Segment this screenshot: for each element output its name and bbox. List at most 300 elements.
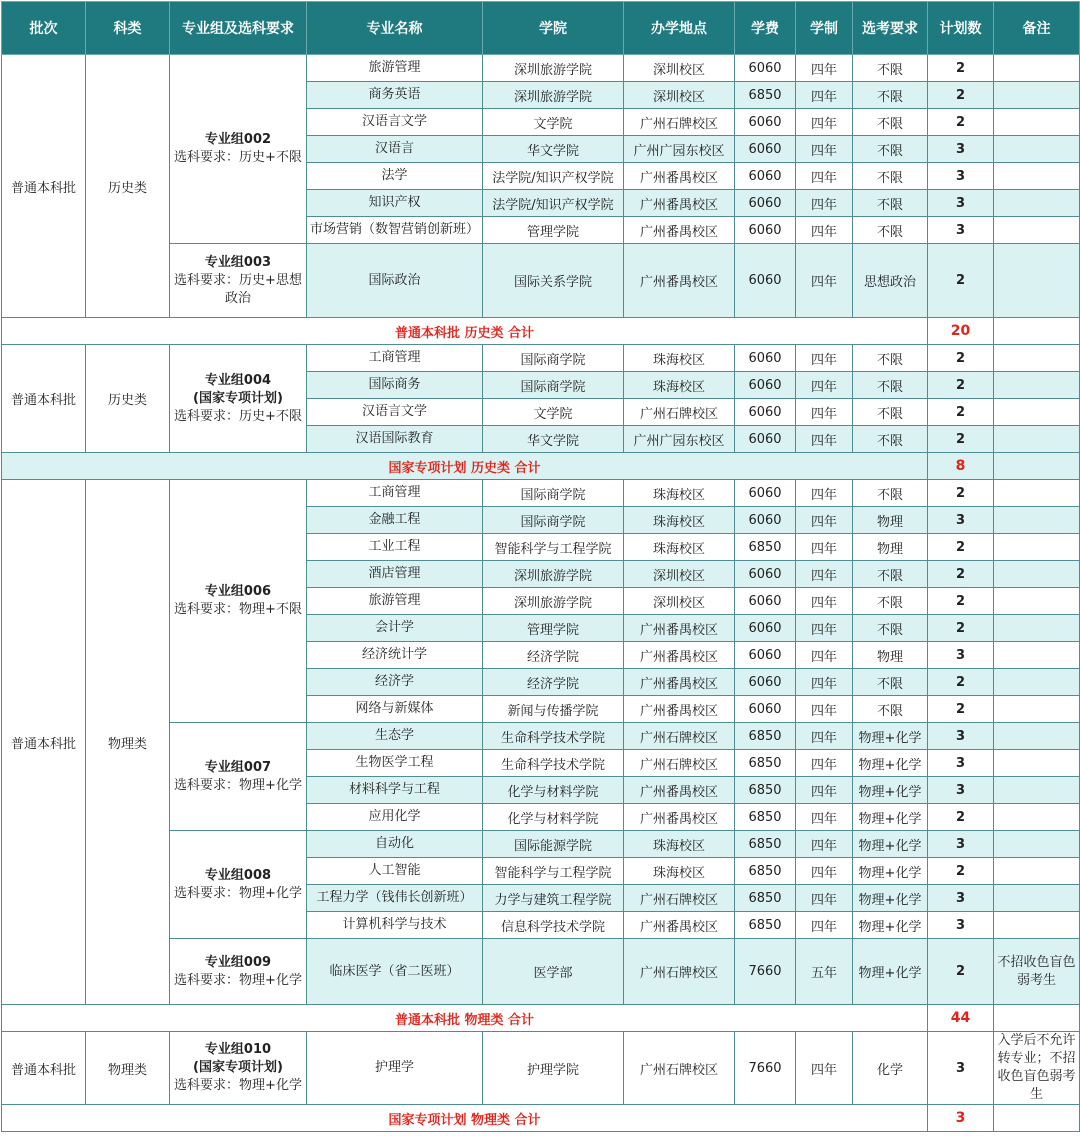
years-cell: 四年 [796,426,853,453]
major-cell: 会计学 [307,615,483,642]
header-category: 科类 [86,2,170,55]
major-cell: 商务英语 [307,82,483,109]
fee-cell: 6060 [735,399,796,426]
college-cell: 华文学院 [483,426,624,453]
campus-cell: 珠海校区 [624,831,735,858]
table-row [2,480,1080,507]
plan-cell: 2 [928,372,994,399]
fee-cell: 6850 [735,804,796,831]
note-cell: 入学后不允许转专业；不招收色盲色弱考生 [994,1032,1080,1105]
plan-cell: 2 [928,55,994,82]
summary-label: 普通本科批 物理类 合计 [2,1005,928,1032]
college-cell: 医学部 [483,939,624,1005]
group-name: 专业组010 [204,1042,272,1057]
summary-total: 20 [928,318,994,345]
subject-cell: 不限 [853,163,928,190]
major-cell: 国际政治 [307,244,483,318]
subject-cell: 不限 [853,480,928,507]
subject-cell: 不限 [853,82,928,109]
note-cell [994,804,1080,831]
major-cell: 护理学 [307,1032,483,1105]
college-cell: 化学与材料学院 [483,777,624,804]
plan-cell: 3 [928,723,994,750]
campus-cell: 广州石牌校区 [624,750,735,777]
plan-cell: 2 [928,399,994,426]
subject-cell: 不限 [853,372,928,399]
note-cell [994,912,1080,939]
major-cell: 网络与新媒体 [307,696,483,723]
group-name: 专业组009 [204,954,272,970]
note-cell [994,345,1080,372]
plan-cell: 2 [928,939,994,1005]
major-cell: 计算机科学与技术 [307,912,483,939]
subject-cell: 思想政治 [853,244,928,318]
note-cell [994,858,1080,885]
years-cell: 四年 [796,561,853,588]
group-requirement: 选科要求：历史+不限 [174,150,302,165]
category-cell: 历史类 [86,55,170,318]
category-cell: 历史类 [86,345,170,453]
table-row [2,345,1080,372]
fee-cell: 6060 [735,190,796,217]
group-name: 专业组004 [204,372,272,388]
years-cell: 四年 [796,696,853,723]
note-cell [994,82,1080,109]
subject-cell: 物理+化学 [853,939,928,1005]
batch-cell: 普通本科批 [2,480,86,1005]
major-cell: 临床医学（省二医班） [307,939,483,1005]
years-cell: 四年 [796,399,853,426]
college-cell: 护理学院 [483,1032,624,1105]
fee-cell: 6060 [735,615,796,642]
campus-cell: 广州番禺校区 [624,804,735,831]
plan-cell: 2 [928,615,994,642]
summary-label: 普通本科批 历史类 合计 [2,318,928,345]
summary-note-cell [994,1005,1080,1032]
campus-cell: 广州番禺校区 [624,696,735,723]
plan-cell: 3 [928,163,994,190]
major-cell: 经济学 [307,669,483,696]
note-cell [994,163,1080,190]
subject-cell: 不限 [853,55,928,82]
college-cell: 文学院 [483,109,624,136]
note-cell [994,615,1080,642]
note-cell [994,534,1080,561]
group-sub: (国家专项计划) [193,390,283,406]
subject-cell: 物理+化学 [853,777,928,804]
plan-cell: 2 [928,480,994,507]
fee-cell: 6060 [735,426,796,453]
fee-cell: 6850 [735,777,796,804]
plan-cell: 2 [928,696,994,723]
campus-cell: 广州番禺校区 [624,190,735,217]
major-cell: 工商管理 [307,480,483,507]
years-cell: 四年 [796,163,853,190]
fee-cell: 6850 [735,750,796,777]
major-cell: 汉语国际教育 [307,426,483,453]
major-cell: 旅游管理 [307,588,483,615]
header-plan: 计划数 [928,2,994,55]
years-cell: 四年 [796,244,853,318]
college-cell: 经济学院 [483,669,624,696]
summary-row [2,1105,1080,1132]
group-sub: (国家专项计划) [193,1060,283,1075]
batch-cell: 普通本科批 [2,55,86,318]
subject-cell: 不限 [853,669,928,696]
years-cell: 四年 [796,750,853,777]
subject-cell: 不限 [853,426,928,453]
group-cell [170,831,307,939]
years-cell: 四年 [796,723,853,750]
major-cell: 金融工程 [307,507,483,534]
campus-cell: 广州番禺校区 [624,777,735,804]
header-major: 专业名称 [307,2,483,55]
note-cell [994,723,1080,750]
major-cell: 材料科学与工程 [307,777,483,804]
subject-cell: 不限 [853,217,928,244]
college-cell: 化学与材料学院 [483,804,624,831]
subject-cell: 不限 [853,399,928,426]
group-name: 专业组007 [204,759,272,775]
years-cell: 四年 [796,615,853,642]
subject-cell: 不限 [853,561,928,588]
years-cell: 四年 [796,136,853,163]
group-cell [170,1032,307,1105]
plan-cell: 2 [928,588,994,615]
header-subject: 选考要求 [853,2,928,55]
major-cell: 经济统计学 [307,642,483,669]
college-cell: 国际商学院 [483,480,624,507]
years-cell: 四年 [796,831,853,858]
years-cell: 四年 [796,480,853,507]
group-name: 专业组003 [204,254,272,270]
subject-cell: 不限 [853,136,928,163]
group-requirement: 选科要求：物理+化学 [174,885,302,901]
fee-cell: 6060 [735,109,796,136]
years-cell: 四年 [796,534,853,561]
note-cell [994,190,1080,217]
group-name: 专业组008 [204,867,272,883]
fee-cell: 6850 [735,534,796,561]
major-cell: 汉语言文学 [307,109,483,136]
plan-cell: 3 [928,217,994,244]
fee-cell: 6060 [735,136,796,163]
subject-cell: 物理+化学 [853,858,928,885]
college-cell: 生命科学技术学院 [483,723,624,750]
plan-cell: 3 [928,885,994,912]
college-cell: 法学院/知识产权学院 [483,190,624,217]
plan-cell: 3 [928,831,994,858]
plan-cell: 3 [928,750,994,777]
college-cell: 国际商学院 [483,345,624,372]
fee-cell: 6060 [735,561,796,588]
table-body [2,55,1080,1132]
fee-cell: 6060 [735,696,796,723]
note-cell: 不招收色盲色弱考生 [994,939,1080,1005]
plan-cell: 3 [928,190,994,217]
note-cell [994,426,1080,453]
major-cell: 酒店管理 [307,561,483,588]
fee-cell: 6060 [735,642,796,669]
campus-cell: 广州石牌校区 [624,1032,735,1105]
major-cell: 生态学 [307,723,483,750]
campus-cell: 珠海校区 [624,480,735,507]
group-cell [170,939,307,1005]
campus-cell: 广州石牌校区 [624,939,735,1005]
campus-cell: 广州石牌校区 [624,399,735,426]
campus-cell: 广州番禺校区 [624,669,735,696]
college-cell: 国际关系学院 [483,244,624,318]
major-cell: 生物医学工程 [307,750,483,777]
campus-cell: 广州石牌校区 [624,885,735,912]
header-group: 专业组及选科要求 [170,2,307,55]
college-cell: 国际能源学院 [483,831,624,858]
note-cell [994,55,1080,82]
major-cell: 知识产权 [307,190,483,217]
years-cell: 四年 [796,912,853,939]
years-cell: 四年 [796,109,853,136]
plan-cell: 2 [928,426,994,453]
major-cell: 法学 [307,163,483,190]
college-cell: 管理学院 [483,615,624,642]
note-cell [994,372,1080,399]
fee-cell: 6060 [735,588,796,615]
years-cell: 四年 [796,858,853,885]
summary-note-cell [994,318,1080,345]
note-cell [994,588,1080,615]
summary-row [2,453,1080,480]
subject-cell: 物理+化学 [853,804,928,831]
college-cell: 力学与建筑工程学院 [483,885,624,912]
table-row [2,55,1080,82]
college-cell: 文学院 [483,399,624,426]
subject-cell: 物理+化学 [853,885,928,912]
plan-cell: 2 [928,345,994,372]
campus-cell: 广州番禺校区 [624,615,735,642]
summary-label: 国家专项计划 物理类 合计 [2,1105,928,1132]
header-fee: 学费 [735,2,796,55]
group-cell [170,345,307,453]
group-cell [170,244,307,318]
note-cell [994,136,1080,163]
college-cell: 深圳旅游学院 [483,55,624,82]
fee-cell: 6060 [735,217,796,244]
summary-total: 3 [928,1105,994,1132]
fee-cell: 6060 [735,244,796,318]
note-cell [994,244,1080,318]
note-cell [994,109,1080,136]
group-name: 专业组002 [204,132,272,147]
college-cell: 智能科学与工程学院 [483,534,624,561]
major-cell: 汉语言 [307,136,483,163]
major-cell: 工商管理 [307,345,483,372]
major-cell: 国际商务 [307,372,483,399]
note-cell [994,217,1080,244]
group-requirement: 选科要求：物理+化学 [174,972,302,988]
summary-total: 8 [928,453,994,480]
fee-cell: 6060 [735,669,796,696]
campus-cell: 珠海校区 [624,507,735,534]
campus-cell: 广州番禺校区 [624,244,735,318]
note-cell [994,399,1080,426]
college-cell: 国际商学院 [483,507,624,534]
summary-row [2,318,1080,345]
years-cell: 四年 [796,507,853,534]
note-cell [994,561,1080,588]
college-cell: 深圳旅游学院 [483,82,624,109]
campus-cell: 广州番禺校区 [624,163,735,190]
subject-cell: 物理 [853,642,928,669]
group-requirement: 选科要求：历史+思想政治 [174,272,302,306]
summary-row [2,1005,1080,1032]
header-campus: 办学地点 [624,2,735,55]
college-cell: 深圳旅游学院 [483,561,624,588]
category-cell: 物理类 [86,1032,170,1105]
major-cell: 汉语言文学 [307,399,483,426]
years-cell: 四年 [796,642,853,669]
years-cell: 四年 [796,588,853,615]
college-cell: 信息科学技术学院 [483,912,624,939]
college-cell: 智能科学与工程学院 [483,858,624,885]
plan-cell: 2 [928,561,994,588]
fee-cell: 6060 [735,372,796,399]
header-college: 学院 [483,2,624,55]
campus-cell: 广州石牌校区 [624,109,735,136]
fee-cell: 6060 [735,163,796,190]
note-cell [994,777,1080,804]
group-requirement: 选科要求：物理+化学 [174,1078,302,1093]
campus-cell: 广州广园东校区 [624,426,735,453]
years-cell: 四年 [796,372,853,399]
major-cell: 市场营销（数智营销创新班） [307,217,483,244]
college-cell: 经济学院 [483,642,624,669]
major-cell: 人工智能 [307,858,483,885]
subject-cell: 不限 [853,588,928,615]
plan-cell: 2 [928,804,994,831]
campus-cell: 深圳校区 [624,82,735,109]
years-cell: 四年 [796,669,853,696]
fee-cell: 6060 [735,480,796,507]
note-cell [994,750,1080,777]
note-cell [994,831,1080,858]
college-cell: 华文学院 [483,136,624,163]
campus-cell: 深圳校区 [624,561,735,588]
batch-cell: 普通本科批 [2,345,86,453]
subject-cell: 不限 [853,345,928,372]
college-cell: 国际商学院 [483,372,624,399]
group-cell [170,723,307,831]
fee-cell: 7660 [735,1032,796,1105]
note-cell [994,669,1080,696]
plan-cell: 3 [928,642,994,669]
subject-cell: 物理+化学 [853,831,928,858]
campus-cell: 广州番禺校区 [624,642,735,669]
years-cell: 四年 [796,82,853,109]
college-cell: 法学院/知识产权学院 [483,163,624,190]
fee-cell: 6850 [735,885,796,912]
plan-cell: 2 [928,534,994,561]
major-cell: 应用化学 [307,804,483,831]
major-cell: 工程力学（钱伟长创新班） [307,885,483,912]
subject-cell: 物理 [853,507,928,534]
plan-cell: 3 [928,912,994,939]
major-cell: 旅游管理 [307,55,483,82]
group-cell [170,55,307,244]
subject-cell: 物理+化学 [853,750,928,777]
campus-cell: 广州石牌校区 [624,723,735,750]
campus-cell: 广州番禺校区 [624,217,735,244]
subject-cell: 化学 [853,1032,928,1105]
college-cell: 新闻与传播学院 [483,696,624,723]
years-cell: 四年 [796,217,853,244]
summary-total: 44 [928,1005,994,1032]
fee-cell: 6850 [735,82,796,109]
fee-cell: 7660 [735,939,796,1005]
header-note: 备注 [994,2,1080,55]
campus-cell: 深圳校区 [624,55,735,82]
plan-cell: 3 [928,1032,994,1105]
subject-cell: 不限 [853,190,928,217]
college-cell: 生命科学技术学院 [483,750,624,777]
years-cell: 四年 [796,804,853,831]
years-cell: 四年 [796,885,853,912]
subject-cell: 不限 [853,615,928,642]
note-cell [994,642,1080,669]
college-cell: 管理学院 [483,217,624,244]
fee-cell: 6060 [735,345,796,372]
summary-note-cell [994,1105,1080,1132]
years-cell: 四年 [796,190,853,217]
plan-cell: 3 [928,777,994,804]
summary-note-cell [994,453,1080,480]
campus-cell: 广州广园东校区 [624,136,735,163]
note-cell [994,480,1080,507]
plan-cell: 2 [928,244,994,318]
campus-cell: 广州番禺校区 [624,912,735,939]
subject-cell: 物理 [853,534,928,561]
major-cell: 自动化 [307,831,483,858]
plan-cell: 3 [928,136,994,163]
fee-cell: 6850 [735,723,796,750]
college-cell: 深圳旅游学院 [483,588,624,615]
batch-cell: 普通本科批 [2,1032,86,1105]
group-name: 专业组006 [204,584,272,599]
note-cell [994,696,1080,723]
fee-cell: 6850 [735,831,796,858]
plan-cell: 3 [928,507,994,534]
campus-cell: 珠海校区 [624,372,735,399]
plan-cell: 2 [928,858,994,885]
fee-cell: 6850 [735,858,796,885]
group-cell [170,480,307,723]
table-row [2,1032,1080,1105]
summary-label: 国家专项计划 历史类 合计 [2,453,928,480]
campus-cell: 珠海校区 [624,345,735,372]
plan-cell: 2 [928,109,994,136]
years-cell: 五年 [796,939,853,1005]
fee-cell: 6060 [735,55,796,82]
group-requirement: 选科要求：历史+不限 [174,408,302,424]
subject-cell: 物理+化学 [853,723,928,750]
header-row [2,2,1080,55]
fee-cell: 6850 [735,912,796,939]
header-batch: 批次 [2,2,86,55]
category-cell: 物理类 [86,480,170,1005]
plan-cell: 2 [928,82,994,109]
subject-cell: 不限 [853,696,928,723]
subject-cell: 不限 [853,109,928,136]
campus-cell: 珠海校区 [624,534,735,561]
